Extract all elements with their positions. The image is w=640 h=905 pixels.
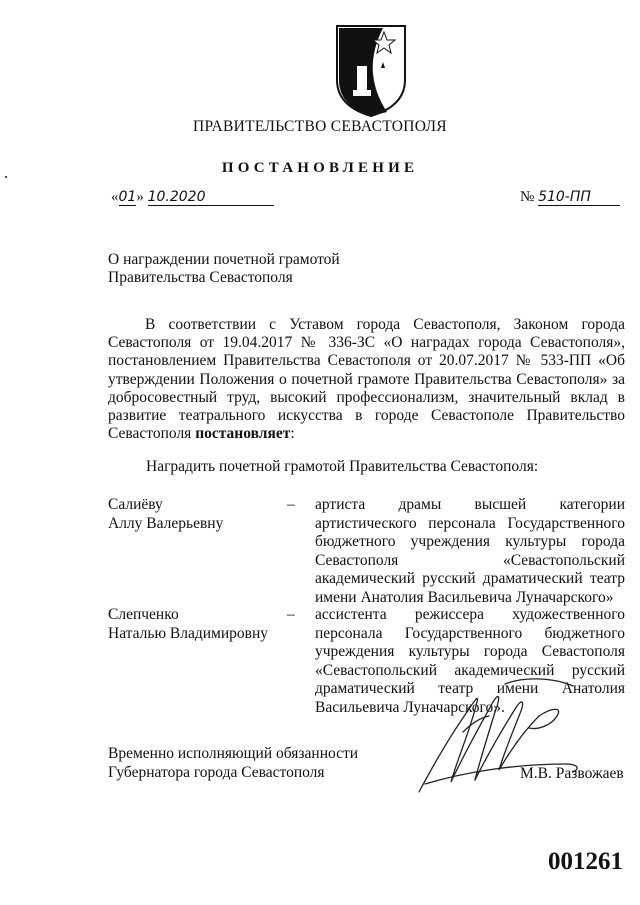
decree-number	[520, 189, 620, 206]
person-1-description: артиста драмы высшей категории артистического персонала Государственного бюджетного учреждения культуры города Севастополя «Севастопольский академический русский драматический театр имени Анатолия Васильевича Луначарского»	[315, 496, 625, 606]
signatory-position-line-1: Временно исполняющий обязанности	[108, 745, 359, 762]
person-2-surname: Слепченко	[108, 606, 179, 623]
number-sign: №	[520, 189, 535, 205]
person-2-description: ассистента режиссера художественного персонала Государственного бюджетного учреждения культуры города Севастополя «Севастопольский академический русский драматический театр имени Анатолия Васильевича Луначарского».	[315, 606, 625, 716]
serial-number: 001261	[548, 848, 623, 875]
date-close-quote: »	[136, 189, 144, 205]
person-1-given-name: Аллу Валерьевну	[108, 514, 224, 532]
preamble-colon: :	[290, 425, 295, 443]
person-1-surname: Салиёву	[108, 496, 163, 513]
person-2-name	[108, 606, 268, 643]
date-day: 01	[118, 189, 137, 205]
preamble-text: В соответствии с Уставом города Севастополя, Законом города Севастополя от 19.04.2017 № 336-ЗС «О наградах города Севастополя», постановлением Правительства Севастополя от 20.07.2017 № 533-ПП «Об утверждении Положения о почетной грамоте Правительства Севастополя» за добросовестный труд, высокий профессионализм, значительный вклад в развитие театрального искусства в городе Севастополе Правительство Севастополя	[108, 316, 625, 443]
decree-subject	[108, 251, 340, 287]
government-title: ПРАВИТЕЛЬСТВО СЕВАСТОПОЛЯ	[193, 118, 447, 135]
date-open-quote: «	[111, 189, 119, 205]
coat-of-arms-icon	[333, 22, 409, 118]
signatory-position-line-2: Губернатора города Севастополя	[108, 763, 325, 781]
preamble-paragraph	[108, 316, 625, 443]
decree-date	[111, 189, 274, 206]
document-type: ПОСТАНОВЛЕНИЕ	[221, 160, 419, 176]
subject-line-1: О награждении почетной грамотой	[108, 251, 340, 268]
preamble-verb: постановляет	[195, 425, 291, 443]
person-2-given-name: Наталью Владимировну	[108, 624, 269, 642]
date-month-year: 10.2020	[148, 189, 274, 206]
person-1-dash: –	[287, 496, 295, 513]
number-value: 510-ПП	[538, 189, 620, 206]
signatory-name: М.В. Развожаев	[520, 765, 624, 782]
signatory-position	[108, 745, 358, 782]
person-2-dash: –	[287, 606, 295, 623]
award-line: Наградить почетной грамотой Правительства Севастополя:	[146, 458, 539, 475]
margin-dot	[5, 176, 7, 178]
person-1-name	[108, 496, 223, 533]
subject-line-2: Правительства Севастополя	[108, 269, 293, 286]
